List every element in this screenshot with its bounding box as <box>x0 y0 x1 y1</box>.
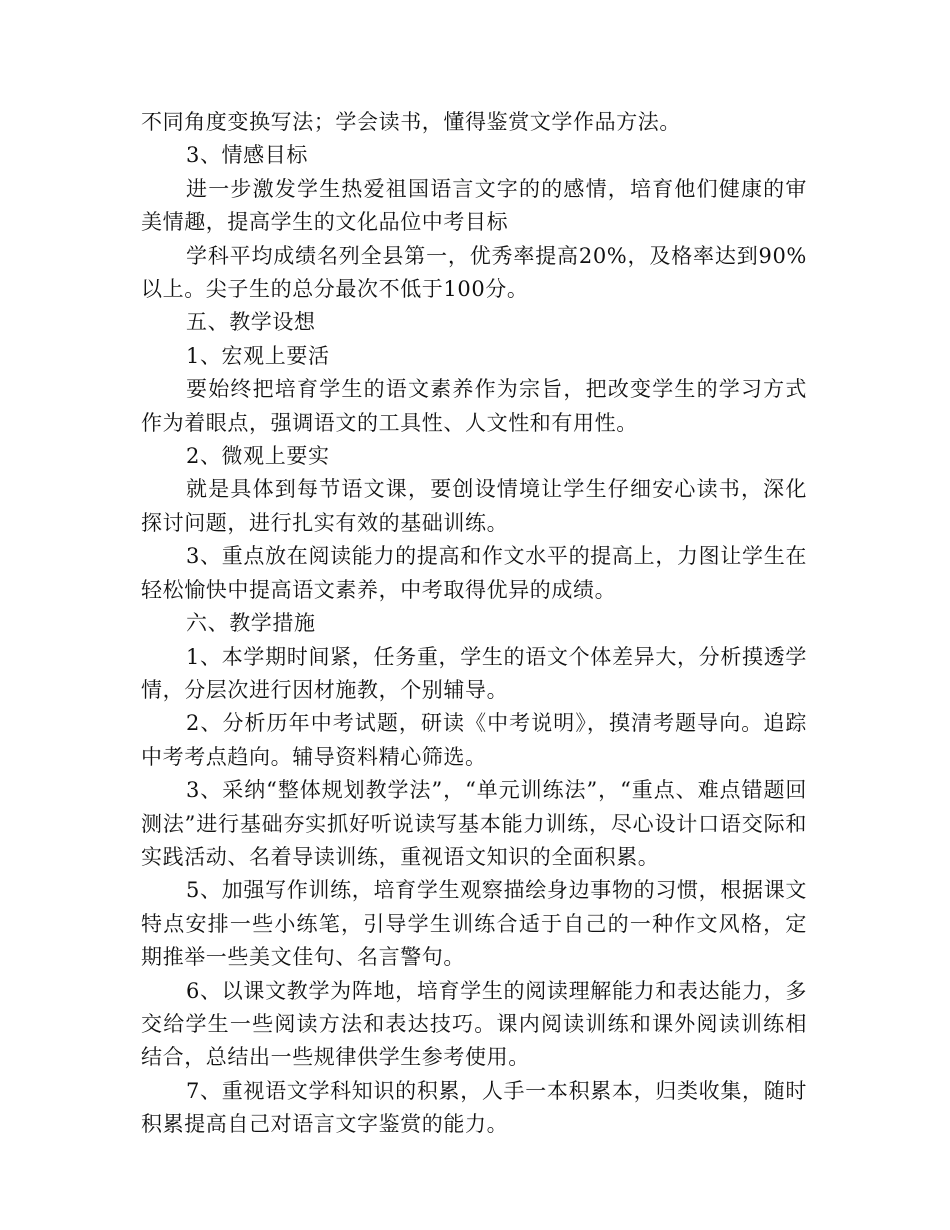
paragraph-measure-1: 1、本学期时间紧，任务重，学生的语文个体差异大，分析摸透学情，分层次进行因材施教，个别辅导。 <box>141 644 807 702</box>
heading-teaching-ideas: 五、教学设想 <box>186 310 316 335</box>
paragraph-focus: 3、重点放在阅读能力的提高和作文水平的提高上，力图让学生在轻松愉快中提高语文素养，中考取得优异的成绩。 <box>141 544 807 602</box>
paragraph-measure-2: 2、分析历年中考试题，研读《中考说明》，摸清考题导向。追踪中考考点趋向。辅导资料精心筛选。 <box>141 711 807 769</box>
paragraph-exam-goal: 学科平均成绩名列全县第一，优秀率提高20%，及格率达到90%以上。尖子生的总分最次不低于100分。 <box>141 243 807 302</box>
heading-macro: 1、宏观上要活 <box>186 343 330 368</box>
paragraph-measure-3: 3、采纳“整体规划教学法”，“单元训练法”，“重点、难点错题回测法”进行基础夯实抓好听说读写基本能力训练，尽心设计口语交际和实践活动、名着导读训练，重视语文知识的全面积累。 <box>141 778 807 869</box>
paragraph-affective-goal: 进一步激发学生热爱祖国语言文字的的感情，培育他们健康的审美情趣，提高学生的文化品位中考目标 <box>141 176 807 235</box>
paragraph-continued-skills: 不同角度变换写法；学会读书，懂得鉴赏文学作品方法。 <box>141 110 681 134</box>
document-body <box>141 106 807 1142</box>
paragraph-measure-7: 7、重视语文学科知识的积累，人手一本积累本，归类收集，随时积累提高自己对语言文字鉴赏的能力。 <box>141 1078 807 1137</box>
paragraph-measure-5: 5、加强写作训练，培育学生观察描绘身边事物的习惯，根据课文特点安排一些小练笔，引导学生训练合适于自己的一种作文风格，定期推举一些美文佳句、名言警句。 <box>141 878 807 970</box>
heading-measures: 六、教学措施 <box>186 611 316 636</box>
heading-micro: 2、微观上要实 <box>186 444 330 469</box>
paragraph-measure-6: 6、以课文教学为阵地，培育学生的阅读理解能力和表达能力，多交给学生一些阅读方法和表达技巧。课内阅读训练和课外阅读训练相结合，总结出一些规律供学生参考使用。 <box>141 978 807 1070</box>
paragraph-micro: 就是具体到每节语文课，要创设情境让学生仔细安心读书，深化探讨问题，进行扎实有效的基础训练。 <box>141 477 807 535</box>
paragraph-macro: 要始终把培育学生的语文素养作为宗旨，把改变学生的学习方式作为着眼点，强调语文的工具性、人文性和有用性。 <box>141 377 807 435</box>
heading-affective-goal: 3、情感目标 <box>186 143 308 168</box>
